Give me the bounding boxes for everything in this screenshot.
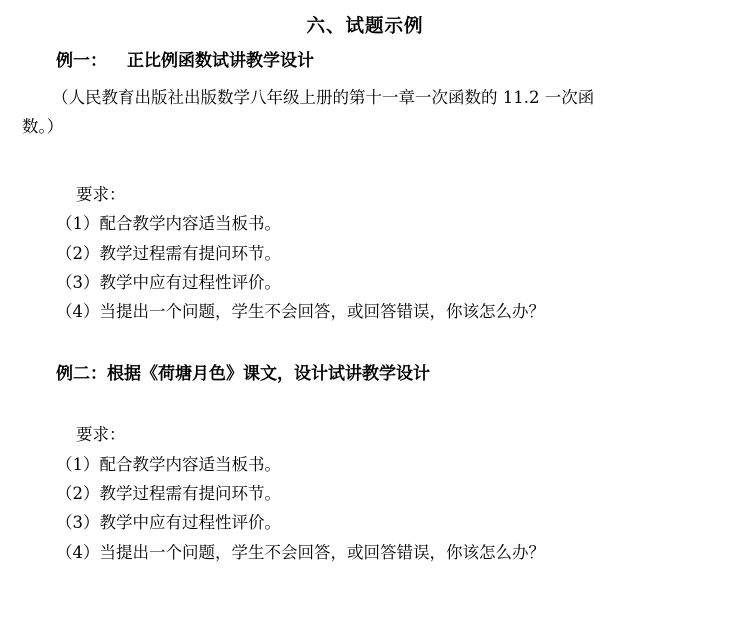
example-2-requirement-3: （3）教学中应有过程性评价。 [56, 513, 281, 533]
example-1-requirement-1: （1）配合教学内容适当板书。 [56, 214, 281, 234]
example-1-source-note-line-1: （人民教育出版社出版数学八年级上册的第十一章一次函数的 11.2 一次函 [52, 88, 595, 108]
section-spacer [22, 327, 708, 361]
example-2-heading-text: 根据《荷塘月色》课文，设计试讲教学设计 [107, 363, 430, 384]
spacer [22, 74, 708, 84]
example-1-requirements-label: 要求： [76, 184, 126, 204]
example-section-1 [22, 48, 708, 327]
example-1-heading [22, 48, 708, 74]
example-2-requirement-1: （1）配合教学内容适当板书。 [56, 454, 281, 474]
example-1-requirement-4: （4）当提出一个问题，学生不会回答，或回答错误，你该怎么办？ [56, 302, 545, 322]
example-1-requirement-2: （2）教学过程需有提问环节。 [56, 243, 281, 263]
document-page [0, 14, 730, 639]
example-2-requirements-label: 要求： [76, 425, 126, 445]
example-2-heading [22, 361, 708, 387]
example-2-requirement-4: （4）当提出一个问题，学生不会回答，或回答错误，你该怎么办？ [56, 542, 545, 562]
example-1-source-note-line-2: 数。） [22, 116, 64, 136]
example-1-heading-text: 正比例函数试讲教学设计 [127, 50, 314, 71]
example-1-requirement-3: （3）教学中应有过程性评价。 [56, 273, 281, 293]
example-1-heading-prefix: 例一： [56, 50, 107, 71]
spacer [22, 387, 708, 421]
page-title: 六、试题示例 [306, 16, 424, 37]
spacer [22, 141, 708, 181]
example-section-2 [22, 361, 708, 567]
example-2-requirement-2: （2）教学过程需有提问环节。 [56, 483, 281, 503]
example-2-heading-prefix: 例二： [56, 363, 107, 384]
